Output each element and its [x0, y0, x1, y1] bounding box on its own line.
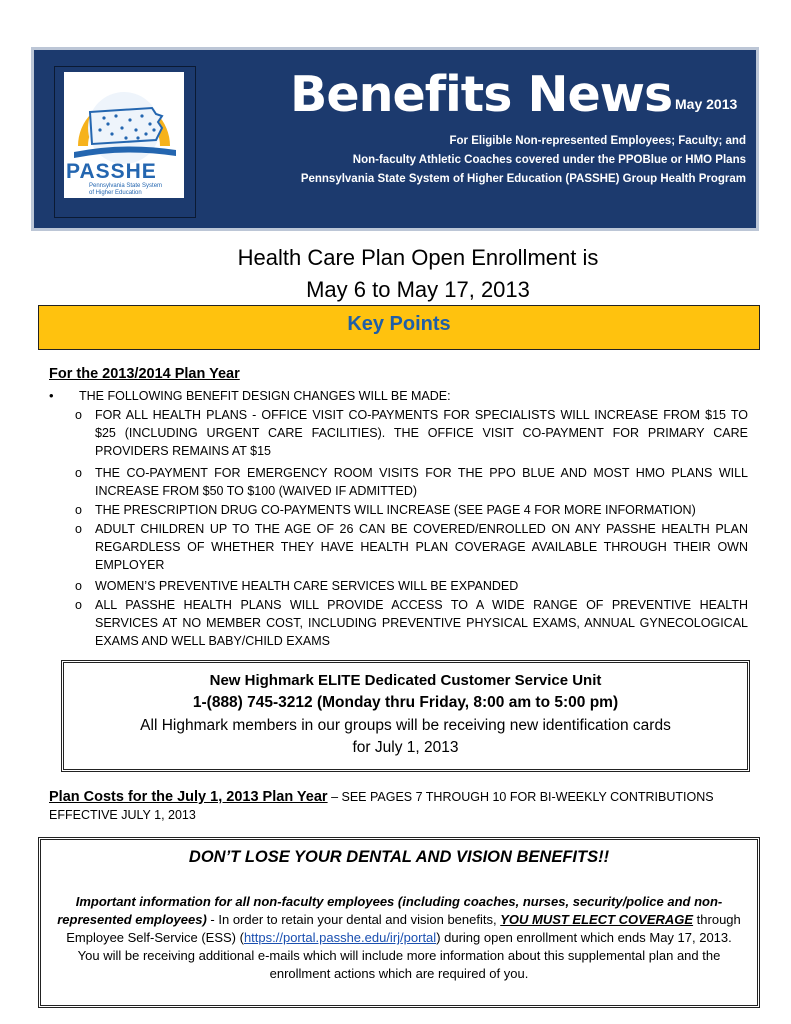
enrollment-dates: May 6 to May 17, 2013: [306, 277, 530, 302]
elect-coverage-emphasis: YOU MUST ELECT COVERAGE: [500, 912, 694, 927]
dental-text: ) during open enrollment which ends May 17, 2013. You will be receiving additional e-mails which will include more information about this supplemental plan and the enrollment actions which are required of you.: [77, 930, 732, 981]
circle-bullet-icon: o: [75, 466, 82, 480]
issue-date: May 2013: [675, 96, 738, 112]
subtitle-line: Pennsylvania State System of Higher Education (PASSHE) Group Health Program: [300, 173, 746, 185]
plan-costs-heading: Plan Costs for the July 1, 2013 Plan Year: [49, 789, 328, 805]
dental-vision-body: [56, 893, 742, 983]
list-item-text: ADULT CHILDREN UP TO THE AGE OF 26 CAN BE COVERED/ENROLLED ON ANY PASSHE HEALTH PLAN REGARDLESS OF WHETHER THEY HAVE HEALTH PLAN COVERAGE AVAILABLE THROUGH THEIR OWN EMPLOYER: [95, 522, 748, 572]
list-item: [75, 406, 748, 460]
list-item: [75, 577, 748, 595]
list-item: [75, 596, 748, 650]
subtitle-line: For Eligible Non-represented Employees; Faculty; and: [449, 135, 746, 147]
circle-bullet-icon: o: [75, 503, 82, 517]
circle-bullet-icon: o: [75, 522, 82, 536]
circle-bullet-icon: o: [75, 598, 82, 612]
logo-wordmark: PASSHE: [66, 160, 157, 183]
subtitle-line: Non-faculty Athletic Coaches covered under the PPOBlue or HMO Plans: [352, 154, 746, 166]
list-item-text: ALL PASSHE HEALTH PLANS WILL PROVIDE ACCESS TO A WIDE RANGE OF PREVENTIVE HEALTH SERVICES AT NO MEMBER COST, INCLUDING PREVENTIVE PHYSICAL EXAMS, ANNUAL GYNECOLOGICAL EXAMS AND WELL BABY/CHILD EXAMS: [95, 598, 748, 648]
list-item-text: WOMEN’S PREVENTIVE HEALTH CARE SERVICES WILL BE EXPANDED: [95, 579, 519, 593]
newsletter-title: Benefits News: [290, 66, 673, 123]
bullet-item: [49, 388, 451, 403]
circle-bullet-icon: o: [75, 408, 82, 422]
list-item-text: FOR ALL HEALTH PLANS - OFFICE VISIT CO-PAYMENTS FOR SPECIALISTS WILL INCREASE FROM $15 TO $25 (INCLUDING URGENT CARE FACILITIES). THE OFFICE VISIT CO-PAYMENT FOR PRIMARY CARE PROVIDERS REMAINS AT $15: [95, 408, 748, 458]
list-item: [75, 464, 748, 500]
customer-service-phone: 1-(888) 745-3212 (Monday thru Friday, 8:00 am to 5:00 pm): [192, 694, 619, 711]
bullet-icon: •: [49, 388, 54, 403]
dental-intro: Important information for all non-faculty employees (including coaches, nurses, security/police and non-represented employees): [57, 894, 723, 927]
dental-text: through Employee Self-Service (ESS) (: [66, 912, 741, 945]
enrollment-heading: Health Care Plan Open Enrollment is: [237, 245, 599, 270]
dental-vision-title: DON’T LOSE YOUR DENTAL AND VISION BENEFITS!!: [188, 848, 610, 866]
customer-service-heading: New Highmark ELITE Dedicated Customer Service Unit: [209, 672, 602, 689]
key-points-title: Key Points: [347, 313, 451, 335]
list-item: [75, 501, 748, 519]
dental-text: - In order to retain your dental and vision benefits,: [206, 912, 501, 927]
masthead-subtitle: [230, 132, 746, 189]
logo-subtext-line: Pennsylvania State System: [89, 183, 163, 189]
plan-costs-paragraph: [49, 788, 749, 824]
circle-bullet-icon: o: [75, 579, 82, 593]
list-item: [75, 520, 748, 574]
plan-costs-text: – SEE PAGES 7 THROUGH 10 FOR BI-WEEKLY CONTRIBUTIONS EFFECTIVE JULY 1, 2013: [49, 790, 714, 822]
logo-subtext-line: of Higher Education: [89, 190, 142, 196]
plan-year-heading: For the 2013/2014 Plan Year: [49, 366, 240, 382]
customer-service-note: All Highmark members in our groups will be receiving new identification cards: [140, 717, 671, 734]
list-item-text: THE CO-PAYMENT FOR EMERGENCY ROOM VISITS FOR THE PPO BLUE AND MOST HMO PLANS WILL INCREASE FROM $50 TO $100 (WAIVED IF ADMITTED): [95, 466, 748, 498]
bullet-text: THE FOLLOWING BENEFIT DESIGN CHANGES WILL BE MADE:: [79, 389, 451, 403]
logo-subtext: [89, 183, 184, 197]
list-item-text: THE PRESCRIPTION DRUG CO-PAYMENTS WILL INCREASE (SEE PAGE 4 FOR MORE INFORMATION): [95, 503, 696, 517]
customer-service-note-date: for July 1, 2013: [352, 739, 459, 756]
ess-portal-link[interactable]: https://portal.passhe.edu/irj/portal: [243, 930, 437, 945]
